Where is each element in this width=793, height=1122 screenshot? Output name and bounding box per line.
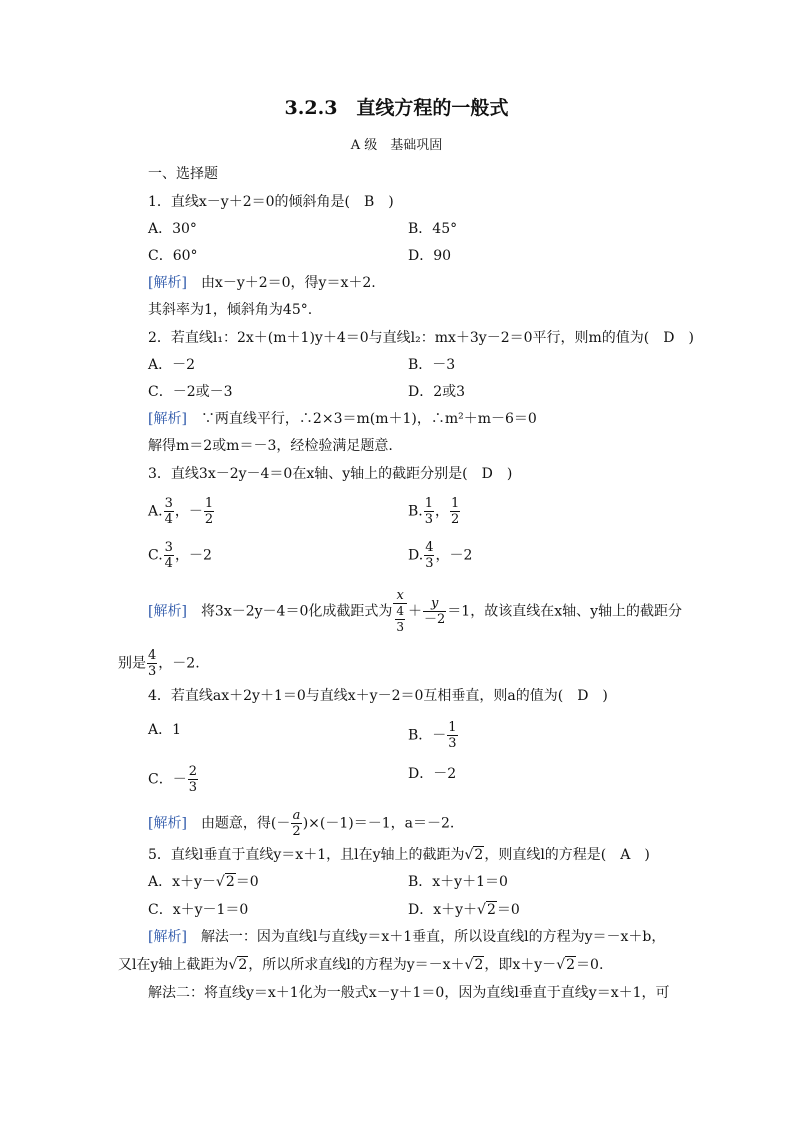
q4-option-d: D．－2 bbox=[408, 766, 457, 782]
sqrt: √2 bbox=[464, 957, 484, 973]
q5-option-a: A．x＋y－√2＝0 bbox=[148, 874, 259, 890]
analysis-tag: [解析] bbox=[148, 411, 187, 427]
q4-option-c: C．－ $\frac{2}{3}$ bbox=[148, 764, 197, 795]
sqrt: √2 bbox=[477, 902, 496, 918]
q5-stem: 5．直线l垂直于直线y＝x＋1，且l在y轴上的截距为√2，则直线l的方程是( A ) bbox=[148, 847, 650, 863]
q2-option-c: C．－2或－3 bbox=[148, 384, 233, 400]
q1-analysis bbox=[148, 273, 376, 293]
fraction: $\frac{1}{2}$ bbox=[451, 496, 460, 527]
sqrt: √2 bbox=[215, 874, 235, 890]
analysis-tag: [解析] bbox=[148, 603, 187, 620]
q4-option-b: B．－ $\frac{1}{3}$ bbox=[408, 720, 457, 751]
q3-stem: 3．直线3x－2y－4＝0在x轴、y轴上的截距分别是( D ) bbox=[148, 466, 513, 482]
fraction: $\frac{3}{4}$ bbox=[164, 540, 173, 571]
analysis-tag: [解析] bbox=[148, 929, 187, 945]
fraction: $\frac{1}{3}$ bbox=[424, 496, 434, 527]
q1-option-a: A．30° bbox=[148, 221, 197, 237]
fraction: $\frac{3}{4}$ bbox=[164, 496, 173, 527]
q4-analysis: [解析] 由题意，得(－ $\frac{a}{2}$ )×(－1)＝－1，a＝－2. bbox=[148, 808, 455, 839]
fraction: $\frac{2}{3}$ bbox=[188, 764, 197, 795]
q1-stem: 1．直线x－y＋2＝0的倾斜角是( B ) bbox=[148, 194, 394, 210]
analysis-text: ∵两直线平行，∴2×3＝m(m＋1)，∴m²＋m－6＝0 bbox=[200, 411, 537, 427]
fraction: $\frac{4}{3}$ bbox=[148, 648, 157, 679]
q5-analysis-2: 又l在y轴上截距为√2，所以所求直线l的方程为y＝－x＋√2，即x＋y－√2＝0. bbox=[118, 957, 604, 973]
q5-analysis-3: 解法二：将直线y＝x＋1化为一般式x－y＋1＝0，因为直线l垂直于直线y＝x＋1，可 bbox=[148, 985, 670, 1001]
fraction: $\frac{x}{\frac{4}{3}}$ bbox=[393, 588, 407, 635]
q4-option-a: A．1 bbox=[148, 722, 182, 738]
q3-analysis-2: 别是 $\frac{4}{3}$ ，－2. bbox=[118, 648, 200, 679]
q2-stem: 2．若直线l₁：2x＋(m＋1)y＋4＝0与直线l₂：mx＋3y－2＝0平行，则m的值为( D ) bbox=[148, 330, 694, 346]
analysis-tag: [解析] bbox=[148, 815, 187, 832]
q5-option-d: D．x＋y＋√2＝0 bbox=[408, 902, 520, 918]
page-title: 3.2.3 直线方程的一般式 bbox=[284, 97, 509, 119]
level-subtitle: A 级 基础巩固 bbox=[350, 138, 443, 153]
sqrt: √2 bbox=[464, 847, 484, 863]
q3-analysis: [解析] 将3x－2y－4＝0化成截距式为 $\frac{x}{\frac{4}{3}}$ ＋ $\frac{y}{-2}$ ＝1，故该直线在x轴、y轴上的截距分 bbox=[148, 588, 683, 634]
q1-option-d: D．90 bbox=[408, 248, 452, 264]
q3-option-c: C. $\frac{3}{4}$ ，－2 bbox=[148, 540, 212, 571]
q5-analysis: [解析] 解法一：因为直线l与直线y＝x＋1垂直，所以设直线l的方程为y＝－x＋b， bbox=[148, 929, 666, 945]
q1-analysis-2: 其斜率为1，倾斜角为45°. bbox=[148, 302, 313, 318]
q5-option-b: B．x＋y＋1＝0 bbox=[408, 874, 508, 890]
sqrt: √2 bbox=[228, 957, 248, 973]
fraction: $\frac{a}{2}$ bbox=[292, 808, 301, 839]
fraction: $\frac{1}{2}$ bbox=[204, 496, 214, 527]
section-heading: 一、选择题 bbox=[148, 166, 218, 182]
fraction: $\frac{1}{3}$ bbox=[448, 720, 457, 751]
q2-analysis bbox=[148, 409, 537, 429]
q5-option-c: C．x＋y－1＝0 bbox=[148, 902, 249, 918]
q3-option-b: B. $\frac{1}{3}$ ， $\frac{1}{2}$ bbox=[408, 496, 460, 527]
fraction: $\frac{4}{3}$ bbox=[425, 540, 434, 571]
sqrt: √2 bbox=[556, 957, 576, 973]
q1-option-c: C．60° bbox=[148, 248, 198, 264]
q2-analysis-2: 解得m＝2或m＝－3，经检验满足题意. bbox=[148, 438, 393, 454]
q2-option-d: D．2或3 bbox=[408, 384, 466, 400]
q2-option-b: B．－3 bbox=[408, 357, 456, 373]
q3-option-a: A. $\frac{3}{4}$ ，－ $\frac{1}{2}$ bbox=[148, 496, 214, 527]
analysis-text: 由x－y＋2＝0，得y＝x＋2. bbox=[200, 275, 376, 291]
fraction: $\frac{y}{-2}$ bbox=[424, 596, 446, 627]
q1-option-b: B．45° bbox=[408, 221, 458, 237]
q2-option-a: A．－2 bbox=[148, 357, 196, 373]
q4-stem: 4．若直线ax＋2y＋1＝0与直线x＋y－2＝0互相垂直，则a的值为( D ) bbox=[148, 688, 608, 704]
q3-option-d: D. $\frac{4}{3}$ ，－2 bbox=[408, 540, 473, 571]
analysis-tag: [解析] bbox=[148, 275, 187, 291]
